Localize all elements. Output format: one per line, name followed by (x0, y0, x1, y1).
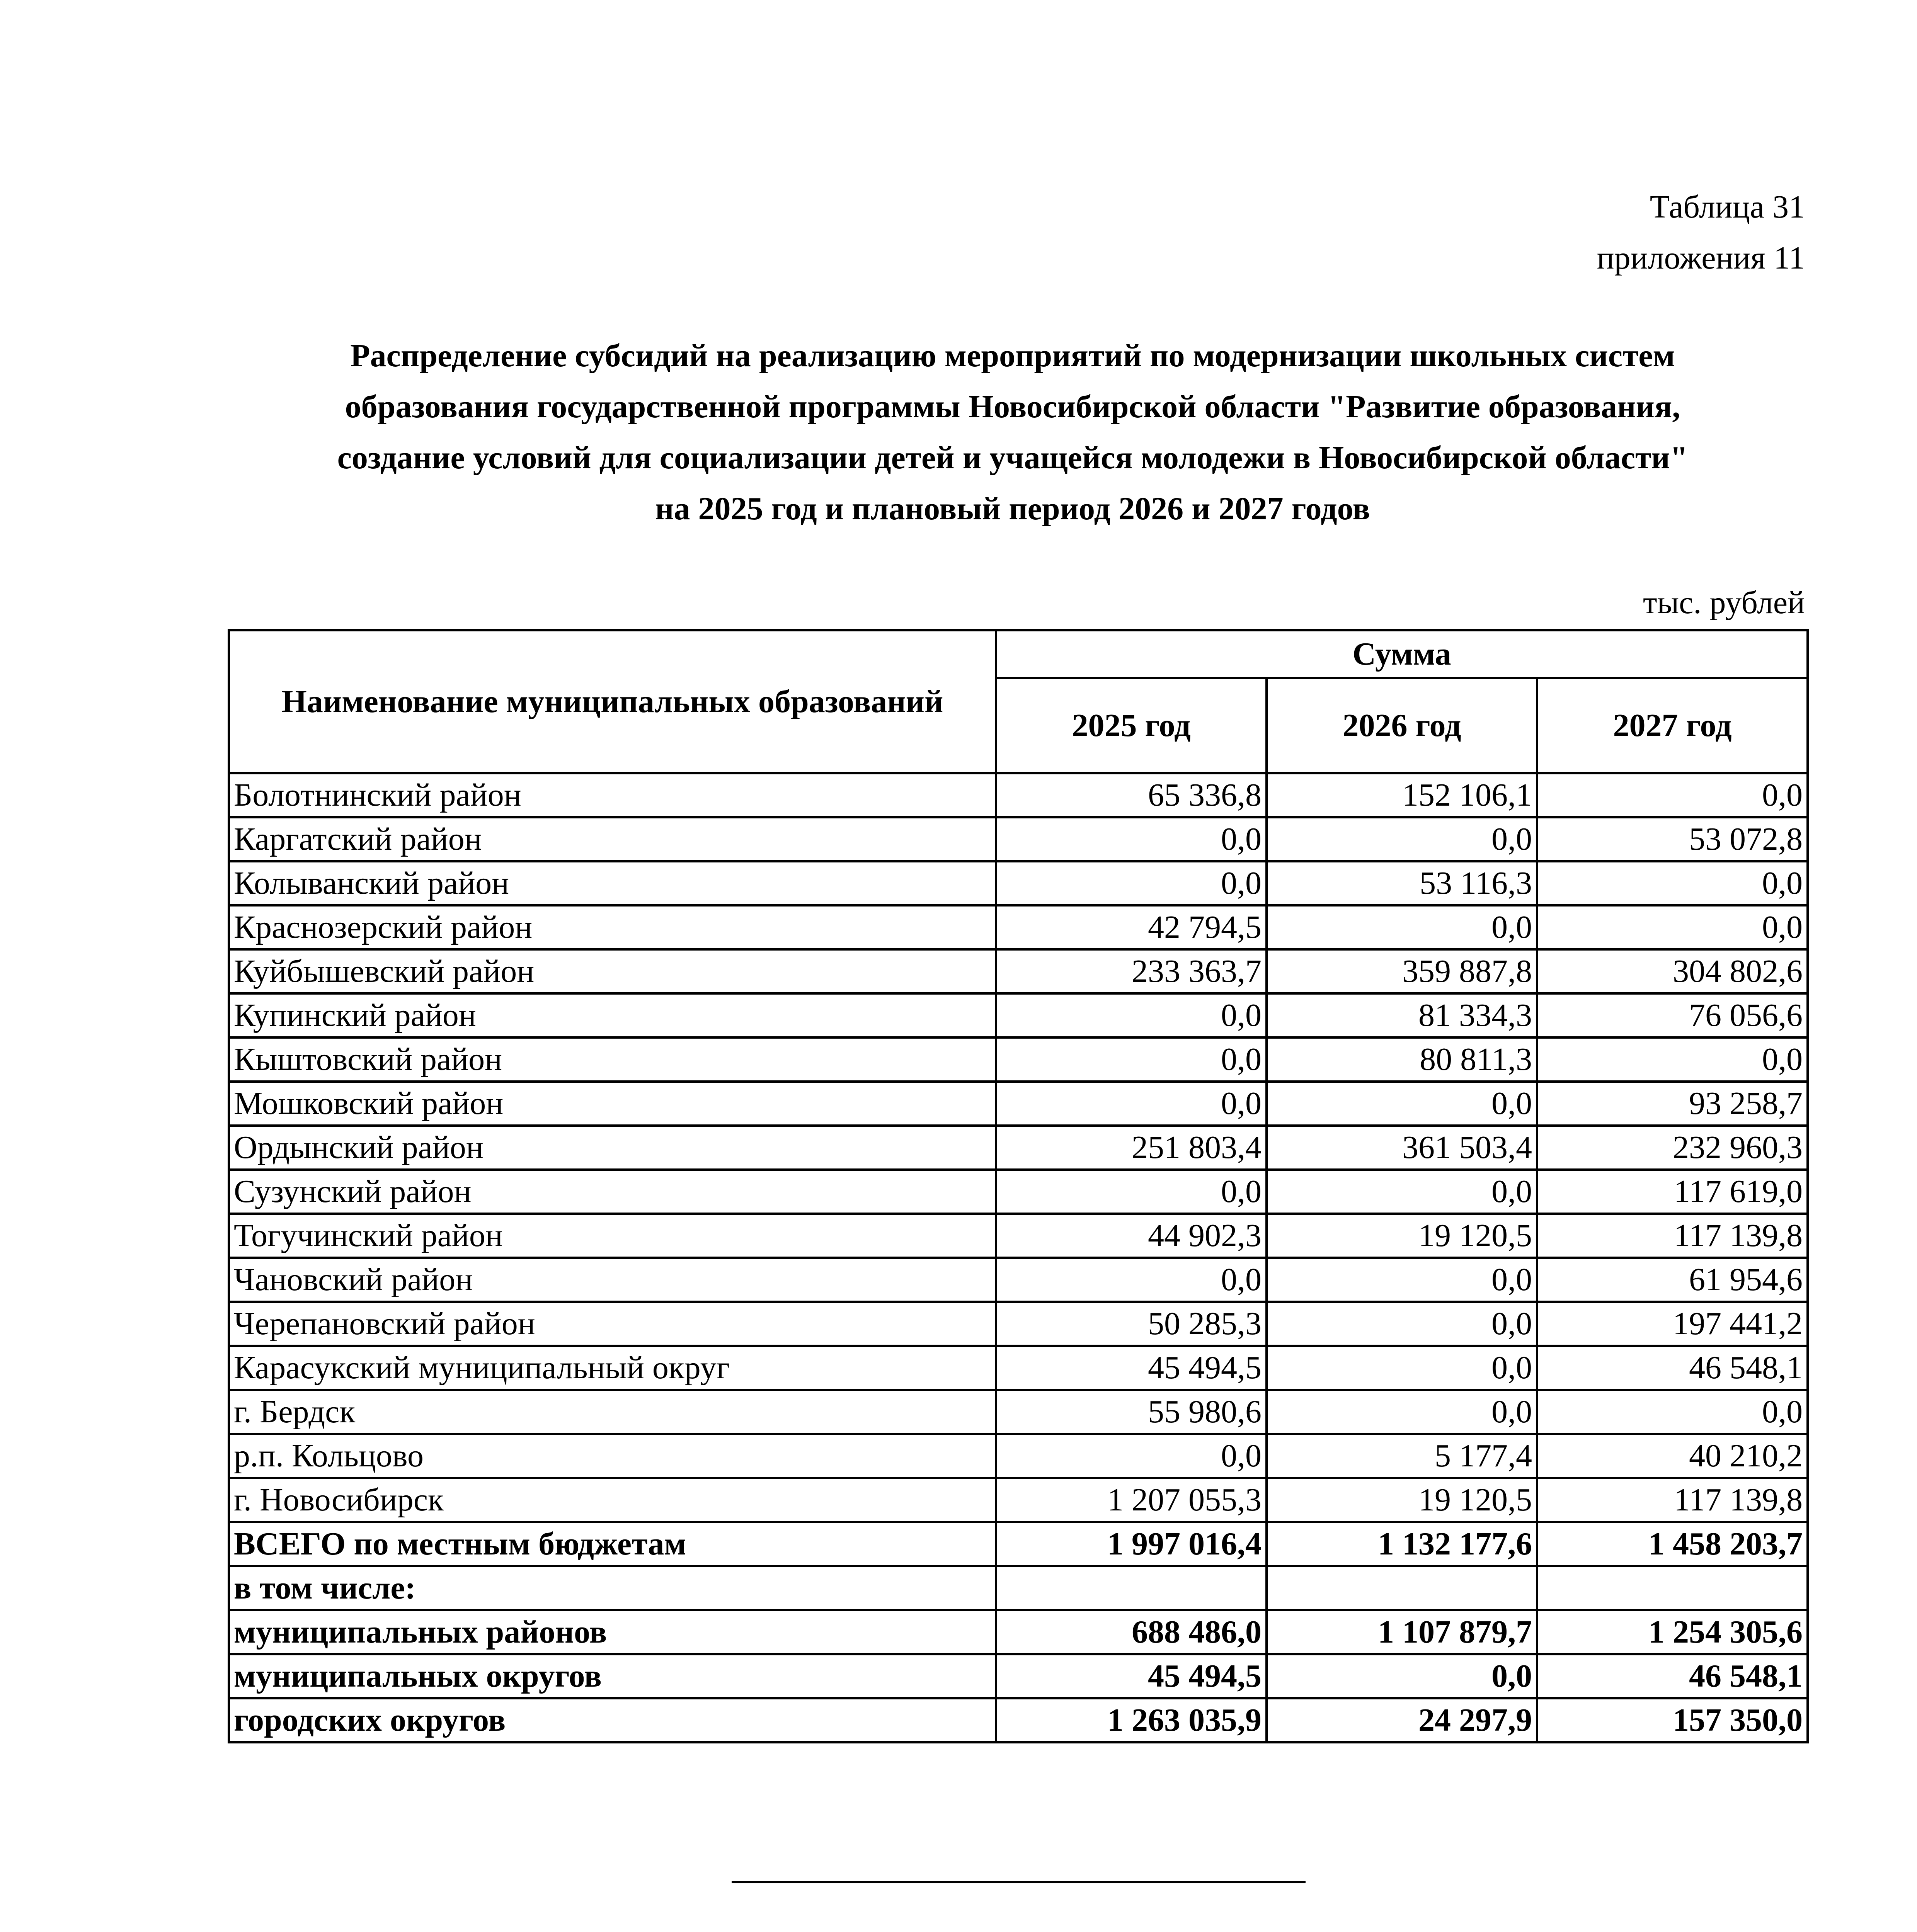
amount-2026: 0,0 (1267, 817, 1537, 861)
table-row (229, 1126, 1808, 1170)
table-row (229, 1037, 1808, 1082)
amount-2025: 44 902,3 (996, 1214, 1267, 1258)
amount-2027: 53 072,8 (1537, 817, 1808, 861)
amount-2026: 81 334,3 (1267, 993, 1537, 1037)
table-reference (1187, 182, 1805, 284)
table-body (229, 773, 1808, 1742)
year-2027-header: 2027 год (1537, 678, 1808, 773)
table-row (229, 1478, 1808, 1522)
municipality-name: р.п. Кольцово (229, 1434, 996, 1478)
municipality-name: Черепановский район (229, 1302, 996, 1346)
table-row (229, 1390, 1808, 1434)
subtotal-2025: 688 486,0 (996, 1610, 1267, 1654)
subtotal-row (229, 1654, 1808, 1698)
amount-2026: 0,0 (1267, 1258, 1537, 1302)
municipality-name: Каргатский район (229, 817, 996, 861)
units-label: тыс. рублей (1643, 585, 1805, 621)
municipality-name: Кыштовский район (229, 1037, 996, 1082)
municipality-name: Колыванский район (229, 861, 996, 905)
municipality-name: г. Новосибирск (229, 1478, 996, 1522)
municipality-name: Чановский район (229, 1258, 996, 1302)
amount-2026: 0,0 (1267, 905, 1537, 949)
amount-2027: 304 802,6 (1537, 949, 1808, 993)
amount-2026: 0,0 (1267, 1170, 1537, 1214)
year-2025-header: 2025 год (996, 678, 1267, 773)
municipality-name: Карасукский муниципальный округ (229, 1346, 996, 1390)
table-row (229, 1170, 1808, 1214)
municipality-name: Болотнинский район (229, 773, 996, 817)
total-label: ВСЕГО по местным бюджетам (229, 1522, 996, 1566)
amount-2026: 5 177,4 (1267, 1434, 1537, 1478)
subsidy-table (228, 629, 1809, 1743)
amount-2025: 50 285,3 (996, 1302, 1267, 1346)
municipality-name: Куйбышевский район (229, 949, 996, 993)
amount-2025: 0,0 (996, 1434, 1267, 1478)
empty-cell (1537, 1566, 1808, 1610)
subtotal-label: муниципальных районов (229, 1610, 996, 1654)
amount-2026: 361 503,4 (1267, 1126, 1537, 1170)
amount-2025: 0,0 (996, 1170, 1267, 1214)
amount-2025: 0,0 (996, 1258, 1267, 1302)
table-row (229, 1082, 1808, 1126)
municipality-name: Купинский район (229, 993, 996, 1037)
amount-2026: 19 120,5 (1267, 1478, 1537, 1522)
table-row (229, 1214, 1808, 1258)
amount-2027: 232 960,3 (1537, 1126, 1808, 1170)
table-row (229, 817, 1808, 861)
subtotal-label: муниципальных округов (229, 1654, 996, 1698)
municipality-name: г. Бердск (229, 1390, 996, 1434)
subtotal-2027: 46 548,1 (1537, 1654, 1808, 1698)
including-label: в том числе: (229, 1566, 996, 1610)
subtotal-2026: 24 297,9 (1267, 1698, 1537, 1742)
amount-2027: 0,0 (1537, 905, 1808, 949)
total-2025: 1 997 016,4 (996, 1522, 1267, 1566)
subtotal-2026: 1 107 879,7 (1267, 1610, 1537, 1654)
total-2026: 1 132 177,6 (1267, 1522, 1537, 1566)
title-line: создание условий для социализации детей и учащейся молодежи в Новосибирской области" (337, 440, 1688, 476)
amount-2025: 42 794,5 (996, 905, 1267, 949)
title-line: на 2025 год и плановый период 2026 и 2027 годов (655, 491, 1370, 527)
amount-2027: 117 619,0 (1537, 1170, 1808, 1214)
subtotal-label: городских округов (229, 1698, 996, 1742)
amount-2025: 0,0 (996, 993, 1267, 1037)
amount-2026: 0,0 (1267, 1082, 1537, 1126)
table-row (229, 905, 1808, 949)
table-row (229, 1434, 1808, 1478)
year-2026-header: 2026 год (1267, 678, 1537, 773)
municipality-name: Сузунский район (229, 1170, 996, 1214)
total-2027: 1 458 203,7 (1537, 1522, 1808, 1566)
amount-2025: 1 207 055,3 (996, 1478, 1267, 1522)
amount-2025: 251 803,4 (996, 1126, 1267, 1170)
amount-2025: 45 494,5 (996, 1346, 1267, 1390)
amount-2026: 0,0 (1267, 1302, 1537, 1346)
table-row (229, 1302, 1808, 1346)
amount-2026: 19 120,5 (1267, 1214, 1537, 1258)
table-row (229, 1346, 1808, 1390)
amount-2026: 0,0 (1267, 1346, 1537, 1390)
amount-2027: 40 210,2 (1537, 1434, 1808, 1478)
title-line: Распределение субсидий на реализацию мероприятий по модернизации школьных систем (350, 338, 1675, 374)
subtotal-row (229, 1698, 1808, 1742)
amount-2026: 53 116,3 (1267, 861, 1537, 905)
including-row (229, 1566, 1808, 1610)
municipality-column-header: Наименование муниципальных образований (229, 630, 996, 773)
amount-2027: 61 954,6 (1537, 1258, 1808, 1302)
title-line: образования государственной программы Новосибирской области "Развитие образования, (345, 389, 1680, 425)
municipality-name: Краснозерский район (229, 905, 996, 949)
amount-2026: 359 887,8 (1267, 949, 1537, 993)
amount-2027: 93 258,7 (1537, 1082, 1808, 1126)
subtotal-2027: 1 254 305,6 (1537, 1610, 1808, 1654)
amount-2025: 233 363,7 (996, 949, 1267, 993)
sum-column-header: Сумма (996, 630, 1808, 678)
amount-2025: 0,0 (996, 1082, 1267, 1126)
subtotal-row (229, 1610, 1808, 1654)
subtotal-2025: 45 494,5 (996, 1654, 1267, 1698)
amount-2027: 46 548,1 (1537, 1346, 1808, 1390)
amount-2027: 0,0 (1537, 1037, 1808, 1082)
table-row (229, 949, 1808, 993)
amount-2026: 152 106,1 (1267, 773, 1537, 817)
table-number-label: Таблица 31 (1650, 189, 1805, 225)
amount-2027: 117 139,8 (1537, 1478, 1808, 1522)
amount-2027: 197 441,2 (1537, 1302, 1808, 1346)
municipality-name: Мошковский район (229, 1082, 996, 1126)
amount-2027: 117 139,8 (1537, 1214, 1808, 1258)
amount-2026: 80 811,3 (1267, 1037, 1537, 1082)
municipality-name: Ордынский район (229, 1126, 996, 1170)
amount-2027: 0,0 (1537, 1390, 1808, 1434)
amount-2025: 55 980,6 (996, 1390, 1267, 1434)
end-of-document-rule (732, 1881, 1306, 1883)
amount-2025: 65 336,8 (996, 773, 1267, 817)
municipality-name: Тогучинский район (229, 1214, 996, 1258)
amount-2027: 76 056,6 (1537, 993, 1808, 1037)
amount-2025: 0,0 (996, 817, 1267, 861)
subtotal-2025: 1 263 035,9 (996, 1698, 1267, 1742)
appendix-label: приложения 11 (1597, 240, 1805, 276)
amount-2026: 0,0 (1267, 1390, 1537, 1434)
total-row (229, 1522, 1808, 1566)
subtotal-2026: 0,0 (1267, 1654, 1537, 1698)
amount-2027: 0,0 (1537, 773, 1808, 817)
table-row (229, 993, 1808, 1037)
amount-2025: 0,0 (996, 861, 1267, 905)
table-row (229, 861, 1808, 905)
amount-2027: 0,0 (1537, 861, 1808, 905)
empty-cell (1267, 1566, 1537, 1610)
empty-cell (996, 1566, 1267, 1610)
table-row (229, 773, 1808, 817)
subtotal-2027: 157 350,0 (1537, 1698, 1808, 1742)
table-row (229, 1258, 1808, 1302)
amount-2025: 0,0 (996, 1037, 1267, 1082)
document-title (224, 330, 1801, 534)
